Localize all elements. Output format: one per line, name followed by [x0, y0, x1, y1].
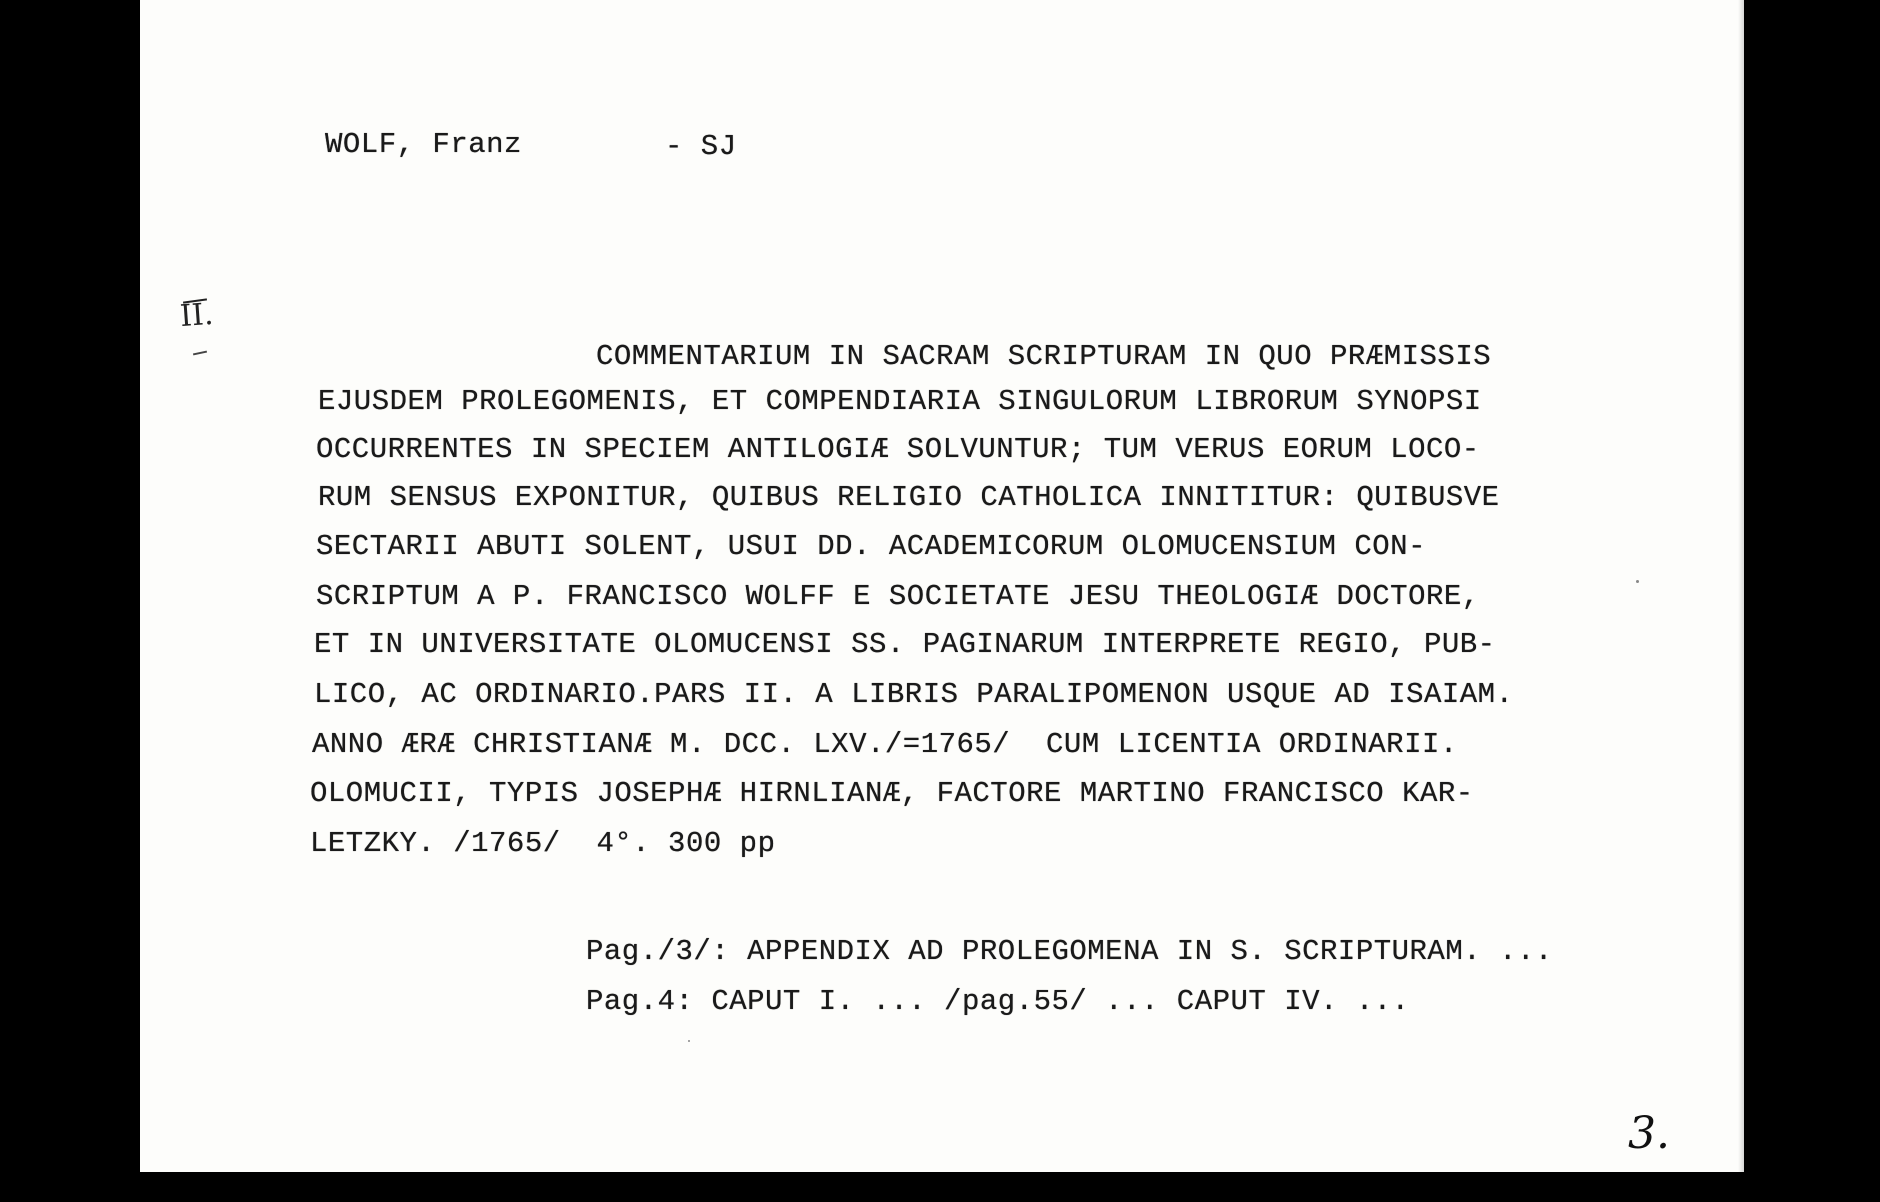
page-number: 3.: [1628, 1108, 1670, 1159]
description-line: LETZKY. /1765/ 4°. 300 pp: [310, 827, 776, 860]
description-line: LICO, AC ORDINARIO.PARS II. A LIBRIS PARALIPOMENON USQUE AD ISAIAM.: [314, 678, 1514, 711]
description-line: SECTARII ABUTI SOLENT, USUI DD. ACADEMICORUM OLOMUCENSIUM CON-: [316, 530, 1426, 563]
author-name: WOLF, Franz: [325, 128, 522, 161]
description-line: RUM SENSUS EXPONITUR, QUIBUS RELIGIO CATHOLICA INNITITUR: QUIBUSVE: [318, 481, 1500, 514]
paper-speck: [1636, 580, 1639, 583]
description-line: EJUSDEM PROLEGOMENIS, ET COMPENDIARIA SINGULORUM LIBRORUM SYNOPSI: [318, 385, 1482, 418]
contents-line: Pag./3/: APPENDIX AD PROLEGOMENA IN S. SCRIPTURAM. ...: [586, 935, 1553, 968]
religious-order: - SJ: [665, 130, 737, 163]
description-line: COMMENTARIUM IN SACRAM SCRIPTURAM IN QUO PRÆMISSIS: [596, 340, 1492, 373]
paper-speck: [688, 1040, 690, 1042]
description-line: OCCURRENTES IN SPECIEM ANTILOGIÆ SOLVUNTUR; TUM VERUS EORUM LOCO-: [316, 433, 1480, 466]
description-line: ET IN UNIVERSITATE OLOMUCENSI SS. PAGINARUM INTERPRETE REGIO, PUB-: [314, 628, 1496, 661]
description-line: ANNO ÆRÆ CHRISTIANÆ M. DCC. LXV./=1765/ CUM LICENTIA ORDINARII.: [312, 728, 1458, 761]
margin-note: II.: [178, 296, 215, 335]
description-line: OLOMUCII, TYPIS JOSEPHÆ HIRNLIANÆ, FACTORE MARTINO FRANCISCO KAR-: [310, 777, 1474, 810]
description-line: SCRIPTUM A P. FRANCISCO WOLFF E SOCIETATE JESU THEOLOGIÆ DOCTORE,: [316, 580, 1480, 613]
contents-line: Pag.4: CAPUT I. ... /pag.55/ ... CAPUT IV. ...: [586, 985, 1410, 1018]
